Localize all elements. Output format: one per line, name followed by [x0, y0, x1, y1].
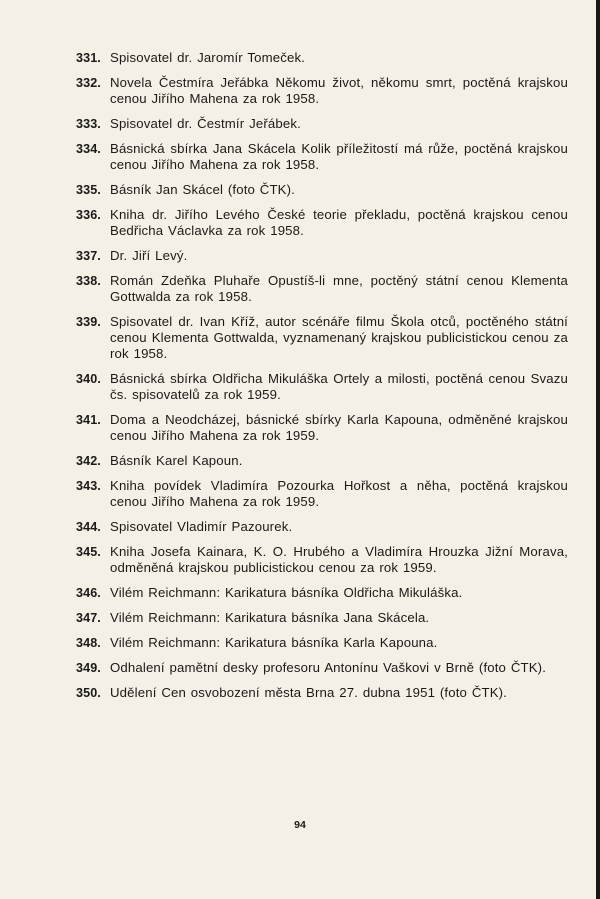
caption-entry — [76, 248, 568, 264]
caption-text: Básnická sbírka Oldřicha Mikuláška Ortely a milosti, poctěná cenou Svazu čs. spisovatelů za rok 1959. — [110, 371, 568, 402]
caption-entry — [76, 50, 568, 66]
page-edge — [596, 0, 600, 899]
caption-list — [76, 50, 568, 710]
caption-number: 333. — [76, 117, 101, 131]
caption-number: 331. — [76, 51, 101, 65]
caption-entry — [76, 685, 568, 701]
caption-entry — [76, 412, 568, 444]
caption-text: Novela Čestmíra Jeřábka Někomu život, někomu smrt, poctěná krajskou cenou Jiřího Mahena za rok 1958. — [110, 75, 568, 106]
caption-number: 334. — [76, 142, 101, 156]
caption-text: Kniha povídek Vladimíra Pozourka Hořkost a něha, poctěná krajskou cenou Jiřího Mahena za rok 1959. — [110, 478, 568, 509]
caption-text: Vilém Reichmann: Karikatura básníka Oldřicha Mikuláška. — [110, 585, 463, 600]
caption-number: 339. — [76, 315, 101, 329]
page-number: 94 — [294, 819, 306, 831]
caption-number: 349. — [76, 661, 101, 675]
caption-number: 343. — [76, 479, 101, 493]
caption-text: Básnická sbírka Jana Skácela Kolik příležitostí má růže, poctěná krajskou cenou Jiřího Mahena za rok 1958. — [110, 141, 568, 172]
caption-text: Spisovatel dr. Ivan Kříž, autor scénáře filmu Škola otců, poctěného státní cenou Klementa Gottwalda, vyznamenaný krajskou publicistickou cenou za rok 1958. — [110, 314, 568, 361]
caption-text: Vilém Reichmann: Karikatura básníka Jana Skácela. — [110, 610, 430, 625]
caption-number: 342. — [76, 454, 101, 468]
caption-text: Kniha Josefa Kainara, K. O. Hrubého a Vladimíra Hrouzka Jižní Morava, odměněná krajskou publicistickou cenou za rok 1959. — [110, 544, 568, 575]
caption-entry — [76, 544, 568, 576]
caption-number: 337. — [76, 249, 101, 263]
caption-entry — [76, 635, 568, 651]
caption-entry — [76, 273, 568, 305]
caption-number: 338. — [76, 274, 101, 288]
caption-number: 335. — [76, 183, 101, 197]
caption-number: 344. — [76, 520, 101, 534]
caption-entry — [76, 207, 568, 239]
caption-text: Spisovatel dr. Čestmír Jeřábek. — [110, 116, 301, 131]
caption-entry — [76, 585, 568, 601]
caption-text: Kniha dr. Jiřího Levého České teorie překladu, poctěná krajskou cenou Bedřicha Václavka za rok 1958. — [110, 207, 568, 238]
caption-number: 347. — [76, 611, 101, 625]
caption-number: 336. — [76, 208, 101, 222]
caption-entry — [76, 660, 568, 676]
caption-text: Vilém Reichmann: Karikatura básníka Karla Kapouna. — [110, 635, 438, 650]
caption-number: 341. — [76, 413, 101, 427]
caption-entry — [76, 610, 568, 626]
caption-text: Doma a Neodcházej, básnické sbírky Karla Kapouna, odměněné krajskou cenou Jiřího Mahena za rok 1959. — [110, 412, 568, 443]
caption-text: Spisovatel dr. Jaromír Tomeček. — [110, 50, 306, 65]
caption-number: 332. — [76, 76, 101, 90]
caption-text: Udělení Cen osvobození města Brna 27. dubna 1951 (foto ČTK). — [110, 685, 507, 700]
caption-text: Odhalení pamětní desky profesoru Antonínu Vaškovi v Brně (foto ČTK). — [110, 660, 547, 675]
caption-entry — [76, 182, 568, 198]
caption-entry — [76, 116, 568, 132]
caption-number: 346. — [76, 586, 101, 600]
caption-entry — [76, 141, 568, 173]
caption-entry — [76, 371, 568, 403]
caption-entry — [76, 519, 568, 535]
caption-text: Román Zdeňka Pluhaře Opustíš-li mne, poctěný státní cenou Klementa Gottwalda za rok 1958. — [110, 273, 568, 304]
caption-text: Dr. Jiří Levý. — [110, 248, 188, 263]
caption-text: Básník Karel Kapoun. — [110, 453, 243, 468]
caption-entry — [76, 314, 568, 362]
caption-number: 345. — [76, 545, 101, 559]
caption-entry — [76, 75, 568, 107]
caption-number: 348. — [76, 636, 101, 650]
caption-entry — [76, 453, 568, 469]
caption-entry — [76, 478, 568, 510]
caption-number: 340. — [76, 372, 101, 386]
caption-text: Spisovatel Vladimír Pazourek. — [110, 519, 293, 534]
caption-number: 350. — [76, 686, 101, 700]
caption-text: Básník Jan Skácel (foto ČTK). — [110, 182, 295, 197]
